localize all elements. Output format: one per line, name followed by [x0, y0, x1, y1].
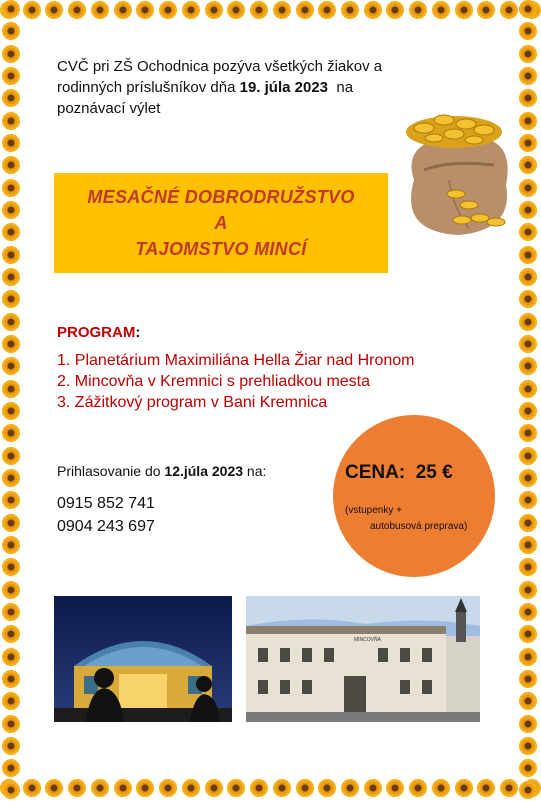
- sunflower-border-icon: [182, 1, 200, 19]
- price-note-line-1: (vstupenky +: [345, 505, 402, 516]
- sunflower-border-icon: [364, 779, 382, 797]
- sunflower-border-icon: [2, 759, 20, 777]
- sunflower-border-icon: [364, 1, 382, 19]
- phone-number: 0904 243 697: [57, 518, 155, 535]
- sunflower-border-icon: [2, 335, 20, 353]
- sunflower-border-icon: [2, 603, 20, 621]
- sunflower-border-icon: [2, 201, 20, 219]
- sunflower-border-icon: [296, 779, 314, 797]
- sunflower-border-icon: [2, 112, 20, 130]
- sunflower-border-icon: [114, 779, 132, 797]
- sunflower-border-icon: [91, 1, 109, 19]
- sunflower-border-icon: [519, 380, 537, 398]
- sunflower-border-icon: [2, 692, 20, 710]
- sunflower-border-icon: [341, 779, 359, 797]
- sunflower-border-icon: [2, 156, 20, 174]
- sunflower-border-icon: [519, 313, 537, 331]
- sunflower-border-icon: [91, 779, 109, 797]
- sunflower-border-icon: [432, 1, 450, 19]
- phone-list: [57, 492, 155, 538]
- sunflower-border-icon: [519, 469, 537, 487]
- sunflower-border-icon: [273, 1, 291, 19]
- title-line-1: MESAČNÉ DOBRODRUŽSTVO: [87, 187, 355, 207]
- sunflower-border-icon: [2, 22, 20, 40]
- sunflower-border-icon: [114, 1, 132, 19]
- sunflower-border-icon: [45, 1, 63, 19]
- sunflower-border-icon: [519, 179, 537, 197]
- sunflower-border-icon: [2, 290, 20, 308]
- sunflower-border-icon: [519, 648, 537, 666]
- sunflower-border-icon: [519, 737, 537, 755]
- title-line-3: TAJOMSTVO MINCÍ: [135, 239, 307, 259]
- sunflower-border-icon: [519, 223, 537, 241]
- sunflower-border-icon: [2, 45, 20, 63]
- sunflower-border-icon: [250, 1, 268, 19]
- sunflower-border-icon: [2, 223, 20, 241]
- program-item: 3. Zážitkový program v Bani Kremnica: [57, 394, 328, 411]
- sunflower-border-icon: [2, 134, 20, 152]
- sunflower-border-icon: [2, 246, 20, 264]
- planetarium-photo: [54, 596, 232, 722]
- sunflower-border-icon: [409, 779, 427, 797]
- sunflower-border-icon: [2, 491, 20, 509]
- sunflower-border-icon: [2, 89, 20, 107]
- sunflower-border-icon: [2, 781, 20, 799]
- sunflower-border-icon: [273, 779, 291, 797]
- intro-line-2-suffix: na: [328, 79, 354, 96]
- sunflower-border-icon: [477, 779, 495, 797]
- intro-line-2-prefix: rodinných príslušníkov dňa: [57, 79, 240, 96]
- sunflower-border-icon: [432, 779, 450, 797]
- sunflower-border-icon: [318, 1, 336, 19]
- sunflower-border-icon: [2, 357, 20, 375]
- program-heading-colon: :: [135, 324, 141, 341]
- sunflower-border-icon: [519, 290, 537, 308]
- sunflower-border-icon: [136, 779, 154, 797]
- sunflower-border-icon: [341, 1, 359, 19]
- sunflower-border-icon: [2, 715, 20, 733]
- sunflower-border-icon: [205, 779, 223, 797]
- intro-line-3: poznávací výlet: [57, 100, 161, 117]
- sunflower-border-icon: [182, 779, 200, 797]
- border-right: [519, 0, 541, 800]
- sunflower-border-icon: [519, 670, 537, 688]
- sunflower-border-icon: [2, 402, 20, 420]
- sunflower-border-icon: [519, 603, 537, 621]
- sunflower-border-icon: [2, 447, 20, 465]
- intro-line-1: CVČ pri ZŠ Ochodnica pozýva všetkých žiakov a: [57, 58, 383, 75]
- trip-date: 19. júla 2023: [239, 79, 329, 96]
- sunflower-border-icon: [477, 1, 495, 19]
- sunflower-border-icon: [519, 424, 537, 442]
- registration-date: 12.júla 2023: [164, 463, 244, 479]
- registration-suffix: na:: [243, 463, 267, 479]
- sunflower-border-icon: [2, 648, 20, 666]
- sunflower-border-icon: [386, 779, 404, 797]
- sunflower-border-icon: [500, 1, 518, 19]
- sunflower-border-icon: [136, 1, 154, 19]
- sunflower-border-icon: [68, 779, 86, 797]
- title-line-2: A: [214, 213, 228, 233]
- sunflower-border-icon: [455, 779, 473, 797]
- mint-sign: MINCOVŇA: [354, 637, 381, 643]
- sunflower-border-icon: [159, 1, 177, 19]
- sunflower-border-icon: [409, 1, 427, 19]
- sunflower-border-icon: [386, 1, 404, 19]
- sunflower-border-icon: [2, 0, 20, 18]
- sunflower-border-icon: [45, 779, 63, 797]
- sunflower-border-icon: [2, 625, 20, 643]
- sunflower-border-icon: [519, 625, 537, 643]
- sunflower-border-icon: [519, 335, 537, 353]
- program-heading: [57, 324, 140, 341]
- phone-number: 0915 852 741: [57, 495, 155, 512]
- sunflower-border-icon: [519, 692, 537, 710]
- sunflower-border-icon: [2, 268, 20, 286]
- sunflower-border-icon: [519, 246, 537, 264]
- sunflower-border-icon: [519, 536, 537, 554]
- program-item: 2. Mincovňa v Kremnici s prehliadkou mesta: [57, 373, 371, 390]
- sunflower-border-icon: [519, 201, 537, 219]
- coin-bag-image: [394, 110, 520, 240]
- program-heading-label: PROGRAM: [57, 324, 136, 341]
- sunflower-border-icon: [519, 22, 537, 40]
- sunflower-border-icon: [2, 380, 20, 398]
- intro-line-2: [57, 77, 457, 98]
- sunflower-border-icon: [2, 67, 20, 85]
- sunflower-border-icon: [519, 402, 537, 420]
- sunflower-border-icon: [519, 45, 537, 63]
- sunflower-border-icon: [500, 779, 518, 797]
- sunflower-border-icon: [2, 536, 20, 554]
- sunflower-border-icon: [2, 424, 20, 442]
- sunflower-border-icon: [250, 779, 268, 797]
- sunflower-border-icon: [159, 779, 177, 797]
- sunflower-border-icon: [519, 514, 537, 532]
- sunflower-border-icon: [455, 1, 473, 19]
- price-circle: [333, 415, 495, 577]
- sunflower-border-icon: [519, 134, 537, 152]
- sunflower-border-icon: [519, 491, 537, 509]
- price-label: CENA: 25 €: [345, 462, 453, 483]
- sunflower-border-icon: [519, 447, 537, 465]
- sunflower-border-icon: [519, 89, 537, 107]
- sunflower-border-icon: [519, 67, 537, 85]
- title-box: [54, 173, 388, 273]
- sunflower-border-icon: [227, 779, 245, 797]
- sunflower-border-icon: [205, 1, 223, 19]
- sunflower-border-icon: [519, 268, 537, 286]
- border-top: [0, 1, 541, 23]
- sunflower-border-icon: [2, 313, 20, 331]
- sunflower-border-icon: [519, 112, 537, 130]
- border-bottom: [0, 779, 541, 801]
- sunflower-border-icon: [23, 1, 41, 19]
- registration-text: [57, 463, 266, 479]
- sunflower-border-icon: [519, 781, 537, 799]
- sunflower-border-icon: [318, 779, 336, 797]
- registration-prefix: Prihlasovanie do: [57, 463, 165, 479]
- sunflower-border-icon: [68, 1, 86, 19]
- sunflower-border-icon: [519, 0, 537, 18]
- sunflower-border-icon: [2, 670, 20, 688]
- sunflower-border-icon: [2, 558, 20, 576]
- sunflower-border-icon: [2, 581, 20, 599]
- sunflower-border-icon: [2, 737, 20, 755]
- sunflower-border-icon: [519, 715, 537, 733]
- price-note-line-2: autobusová preprava): [370, 521, 468, 532]
- sunflower-border-icon: [2, 514, 20, 532]
- sunflower-border-icon: [519, 357, 537, 375]
- sunflower-border-icon: [2, 469, 20, 487]
- sunflower-border-icon: [519, 759, 537, 777]
- program-list: [57, 350, 414, 413]
- program-item: 1. Planetárium Maximiliána Hella Žiar nad Hronom: [57, 352, 415, 369]
- sunflower-border-icon: [296, 1, 314, 19]
- sunflower-border-icon: [519, 156, 537, 174]
- border-left: [2, 0, 24, 800]
- sunflower-border-icon: [2, 179, 20, 197]
- mint-building-photo: [246, 596, 480, 722]
- sunflower-border-icon: [519, 558, 537, 576]
- sunflower-border-icon: [227, 1, 245, 19]
- sunflower-border-icon: [519, 581, 537, 599]
- sunflower-border-icon: [23, 779, 41, 797]
